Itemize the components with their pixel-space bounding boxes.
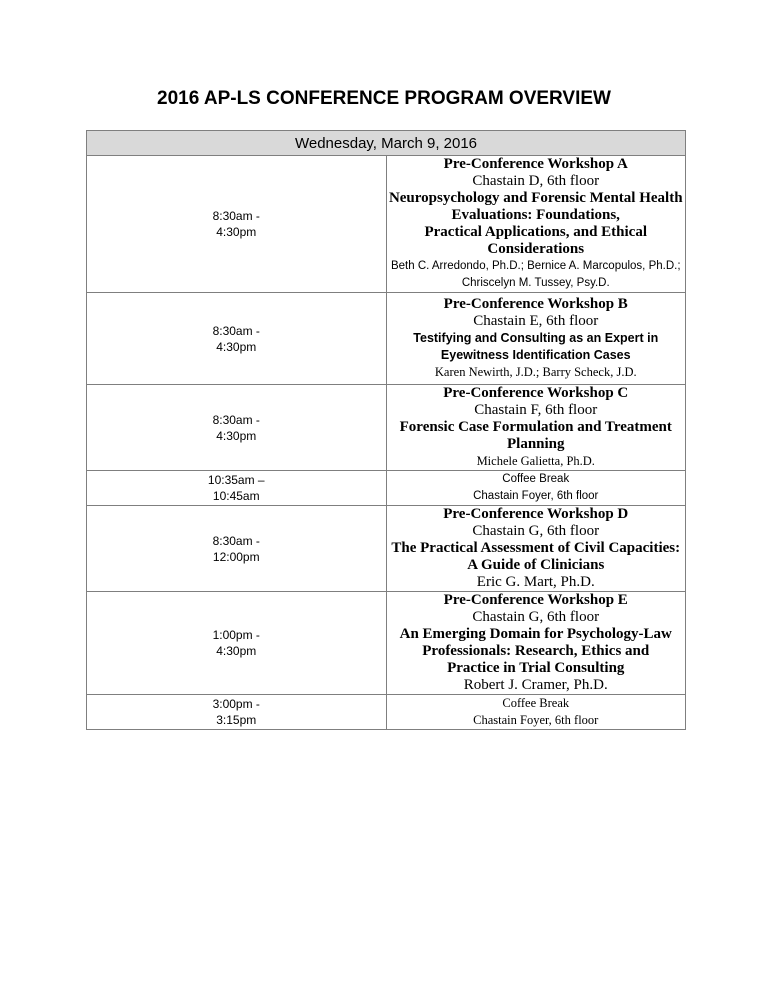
- program-table: [86, 130, 686, 730]
- time-end: 4:30pm: [216, 225, 257, 239]
- event-presenters: Michele Galietta, Ph.D.: [476, 454, 595, 468]
- time-end: 12:00pm: [212, 549, 260, 564]
- event-location: Chastain D, 6th floor: [472, 173, 600, 189]
- event-location: Chastain Foyer, 6th floor: [473, 490, 599, 502]
- event-name: Pre-Conference Workshop C: [443, 385, 629, 401]
- time-end: 3:15pm: [216, 713, 257, 727]
- time-start: 8:30am -: [212, 533, 260, 548]
- event-title-line: Practical Applications, and Ethical Considerations: [424, 224, 647, 257]
- event-cell: [386, 471, 686, 506]
- time-start: 8:30am -: [212, 209, 260, 223]
- time-end: 4:30pm: [216, 428, 257, 443]
- event-title-line: An Emerging Domain for Psychology-Law Professionals: Research, Ethics and: [399, 626, 672, 659]
- time-cell: [87, 592, 387, 695]
- event-presenters: Karen Newirth, J.D.; Barry Scheck, J.D.: [434, 365, 637, 379]
- table-row: [87, 471, 686, 506]
- event-title-line: Forensic Case Formulation and Treatment Planning: [399, 419, 672, 452]
- event-cell: [386, 695, 686, 730]
- table-row: [87, 156, 686, 293]
- event-location: Chastain G, 6th floor: [472, 609, 600, 625]
- time-end: 4:30pm: [216, 339, 257, 354]
- event-cell: [386, 156, 686, 293]
- event-cell: [386, 506, 686, 592]
- event-title-line: Testifying and Consulting as an Expert in Eyewitness Identification Cases: [413, 331, 659, 362]
- event-presenters: Chriscelyn M. Tussey, Psy.D.: [461, 277, 610, 289]
- time-end: 10:45am: [212, 489, 260, 503]
- event-title-line: The Practical Assessment of Civil Capacities: A Guide of Clinicians: [391, 540, 681, 573]
- time-start: 8:30am -: [212, 412, 260, 427]
- time-start: 8:30am -: [212, 323, 260, 338]
- table-row: [87, 385, 686, 471]
- table-row: [87, 293, 686, 385]
- event-location: Chastain Foyer, 6th floor: [473, 713, 599, 727]
- event-cell: [386, 592, 686, 695]
- time-end: 4:30pm: [216, 644, 257, 658]
- event-name: Pre-Conference Workshop A: [443, 156, 628, 172]
- event-presenters: Beth C. Arredondo, Ph.D.; Bernice A. Marcopulos, Ph.D.;: [390, 260, 681, 272]
- table-row: [87, 592, 686, 695]
- event-name: Pre-Conference Workshop D: [443, 506, 629, 522]
- day-header-row: [87, 131, 686, 156]
- event-location: Chastain E, 6th floor: [473, 313, 599, 329]
- event-name: Pre-Conference Workshop E: [443, 592, 628, 608]
- event-name: Coffee Break: [502, 696, 570, 710]
- event-location: Chastain F, 6th floor: [474, 402, 598, 418]
- time-start: 3:00pm -: [212, 697, 260, 711]
- time-cell: [87, 695, 387, 730]
- day-header: Wednesday, March 9, 2016: [87, 131, 686, 156]
- event-cell: [386, 293, 686, 385]
- event-name: Coffee Break: [502, 473, 570, 485]
- time-cell: [87, 293, 387, 385]
- event-cell: [386, 385, 686, 471]
- event-title-line: Neuropsychology and Forensic Mental Health Evaluations: Foundations,: [388, 190, 683, 223]
- time-cell: [87, 471, 387, 506]
- document-title: 2016 AP-LS CONFERENCE PROGRAM OVERVIEW: [157, 88, 611, 109]
- event-presenters: Eric G. Mart, Ph.D.: [476, 574, 595, 590]
- time-start: 10:35am –: [207, 473, 265, 487]
- time-start: 1:00pm -: [212, 628, 260, 642]
- time-cell: [87, 506, 387, 592]
- time-cell: [87, 385, 387, 471]
- event-location: Chastain G, 6th floor: [472, 523, 600, 539]
- table-row: [87, 695, 686, 730]
- event-title-line: Practice in Trial Consulting: [447, 660, 625, 676]
- event-presenters: Robert J. Cramer, Ph.D.: [463, 677, 608, 693]
- table-row: [87, 506, 686, 592]
- event-name: Pre-Conference Workshop B: [443, 296, 628, 312]
- time-cell: [87, 156, 387, 293]
